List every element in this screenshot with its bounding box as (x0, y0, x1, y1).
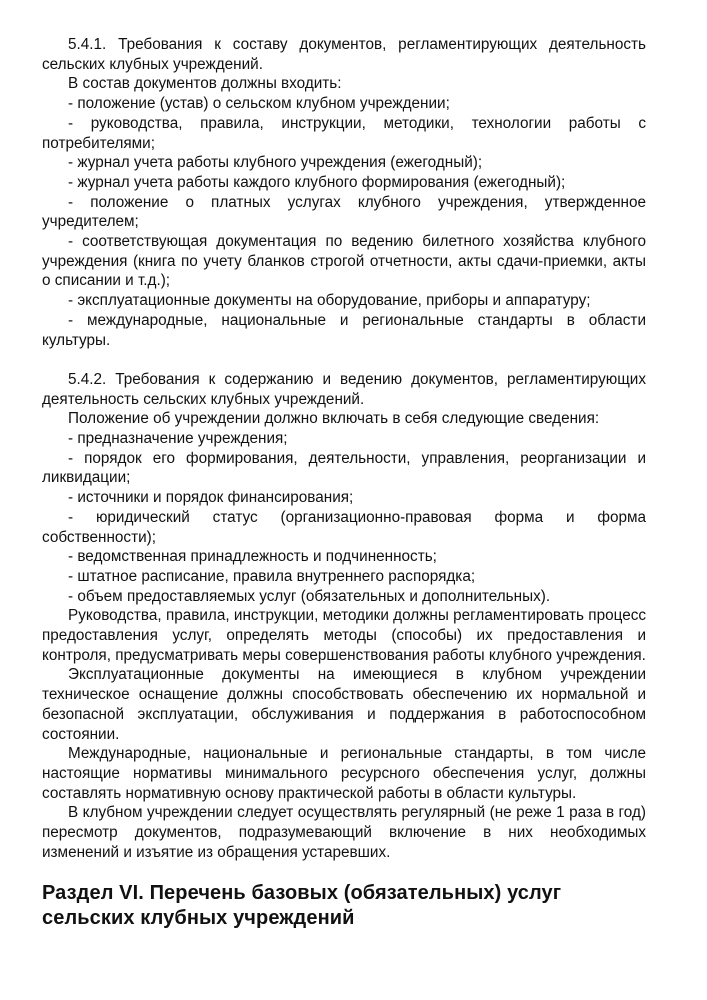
body-paragraph: В клубном учреждении следует осуществлять регулярный (не реже 1 раза в год) пересмотр документов, подразумевающий включение в них необходимых изменений и изъятие из обращения устаревших. (42, 804, 646, 861)
list-item: - эксплуатационные документы на оборудование, приборы и аппаратуру; (68, 292, 591, 310)
list-item: - юридический статус (организационно-правовая форма и форма собственности); (42, 508, 646, 546)
list-item: - руководства, правила, инструкции, методики, технологии работы с потребителями; (42, 114, 646, 152)
list-item: - журнал учета работы каждого клубного формирования (ежегодный); (68, 173, 566, 191)
body-paragraph: Руководства, правила, инструкции, методики должны регламентировать процесс предоставления услуг, определять методы (способы) их предоставления и контроля, предусматривать меры совершенствования работы клубного учреждения. (42, 607, 646, 664)
list-item: - источники и порядок финансирования; (68, 489, 354, 507)
list-item: - предназначение учреждения; (68, 430, 288, 448)
list-item: - ведомственная принадлежность и подчиненность; (68, 548, 437, 566)
section-5-4-2-intro: Положение об учреждении должно включать в себя следующие сведения: (68, 410, 600, 428)
body-paragraph: Международные, национальные и региональные стандарты, в том числе настоящие нормативы минимального ресурсного обеспечения услуг, должны составлять нормативную основу практической работы в области культуры. (42, 745, 646, 802)
body-paragraph: Эксплуатационные документы на имеющиеся в клубном учреждении техническое оснащение должны способствовать обеспечению их нормальной и безопасной эксплуатации, обслуживания и поддержания в работоспособном состоянии. (42, 666, 646, 743)
list-item: - международные, национальные и региональные стандарты в области культуры. (42, 311, 646, 349)
section-5-4-2-title: 5.4.2. Требования к содержанию и ведению документов, регламентирующих деятельность сельских клубных учреждений. (42, 370, 646, 408)
list-item: - положение о платных услугах клубного учреждения, утвержденное учредителем; (42, 193, 646, 231)
document-page (42, 35, 646, 947)
list-item: - штатное расписание, правила внутреннего распорядка; (68, 567, 476, 585)
list-item: - порядок его формирования, деятельности, управления, реорганизации и ликвидации; (42, 449, 646, 487)
section-5-4-1-intro: В состав документов должны входить: (68, 75, 342, 93)
list-item: - журнал учета работы клубного учреждения (ежегодный); (68, 154, 483, 172)
list-item: - соответствующая документация по ведению билетного хозяйства клубного учреждения (книга по учету бланков строгой отчетности, акты сдачи-приемки, акты о списании и т.д.); (42, 233, 646, 290)
list-item: - объем предоставляемых услуг (обязательных и дополнительных). (68, 587, 551, 605)
list-item: - положение (устав) о сельском клубном учреждении; (68, 95, 450, 113)
section-5-4-1-title: 5.4.1. Требования к составу документов, регламентирующих деятельность сельских клубных учреждений. (42, 36, 646, 73)
paragraph-gap (42, 350, 646, 370)
section-vi-heading: Раздел VI. Перечень базовых (обязательных) услуг сельских клубных учреждений (42, 881, 562, 929)
